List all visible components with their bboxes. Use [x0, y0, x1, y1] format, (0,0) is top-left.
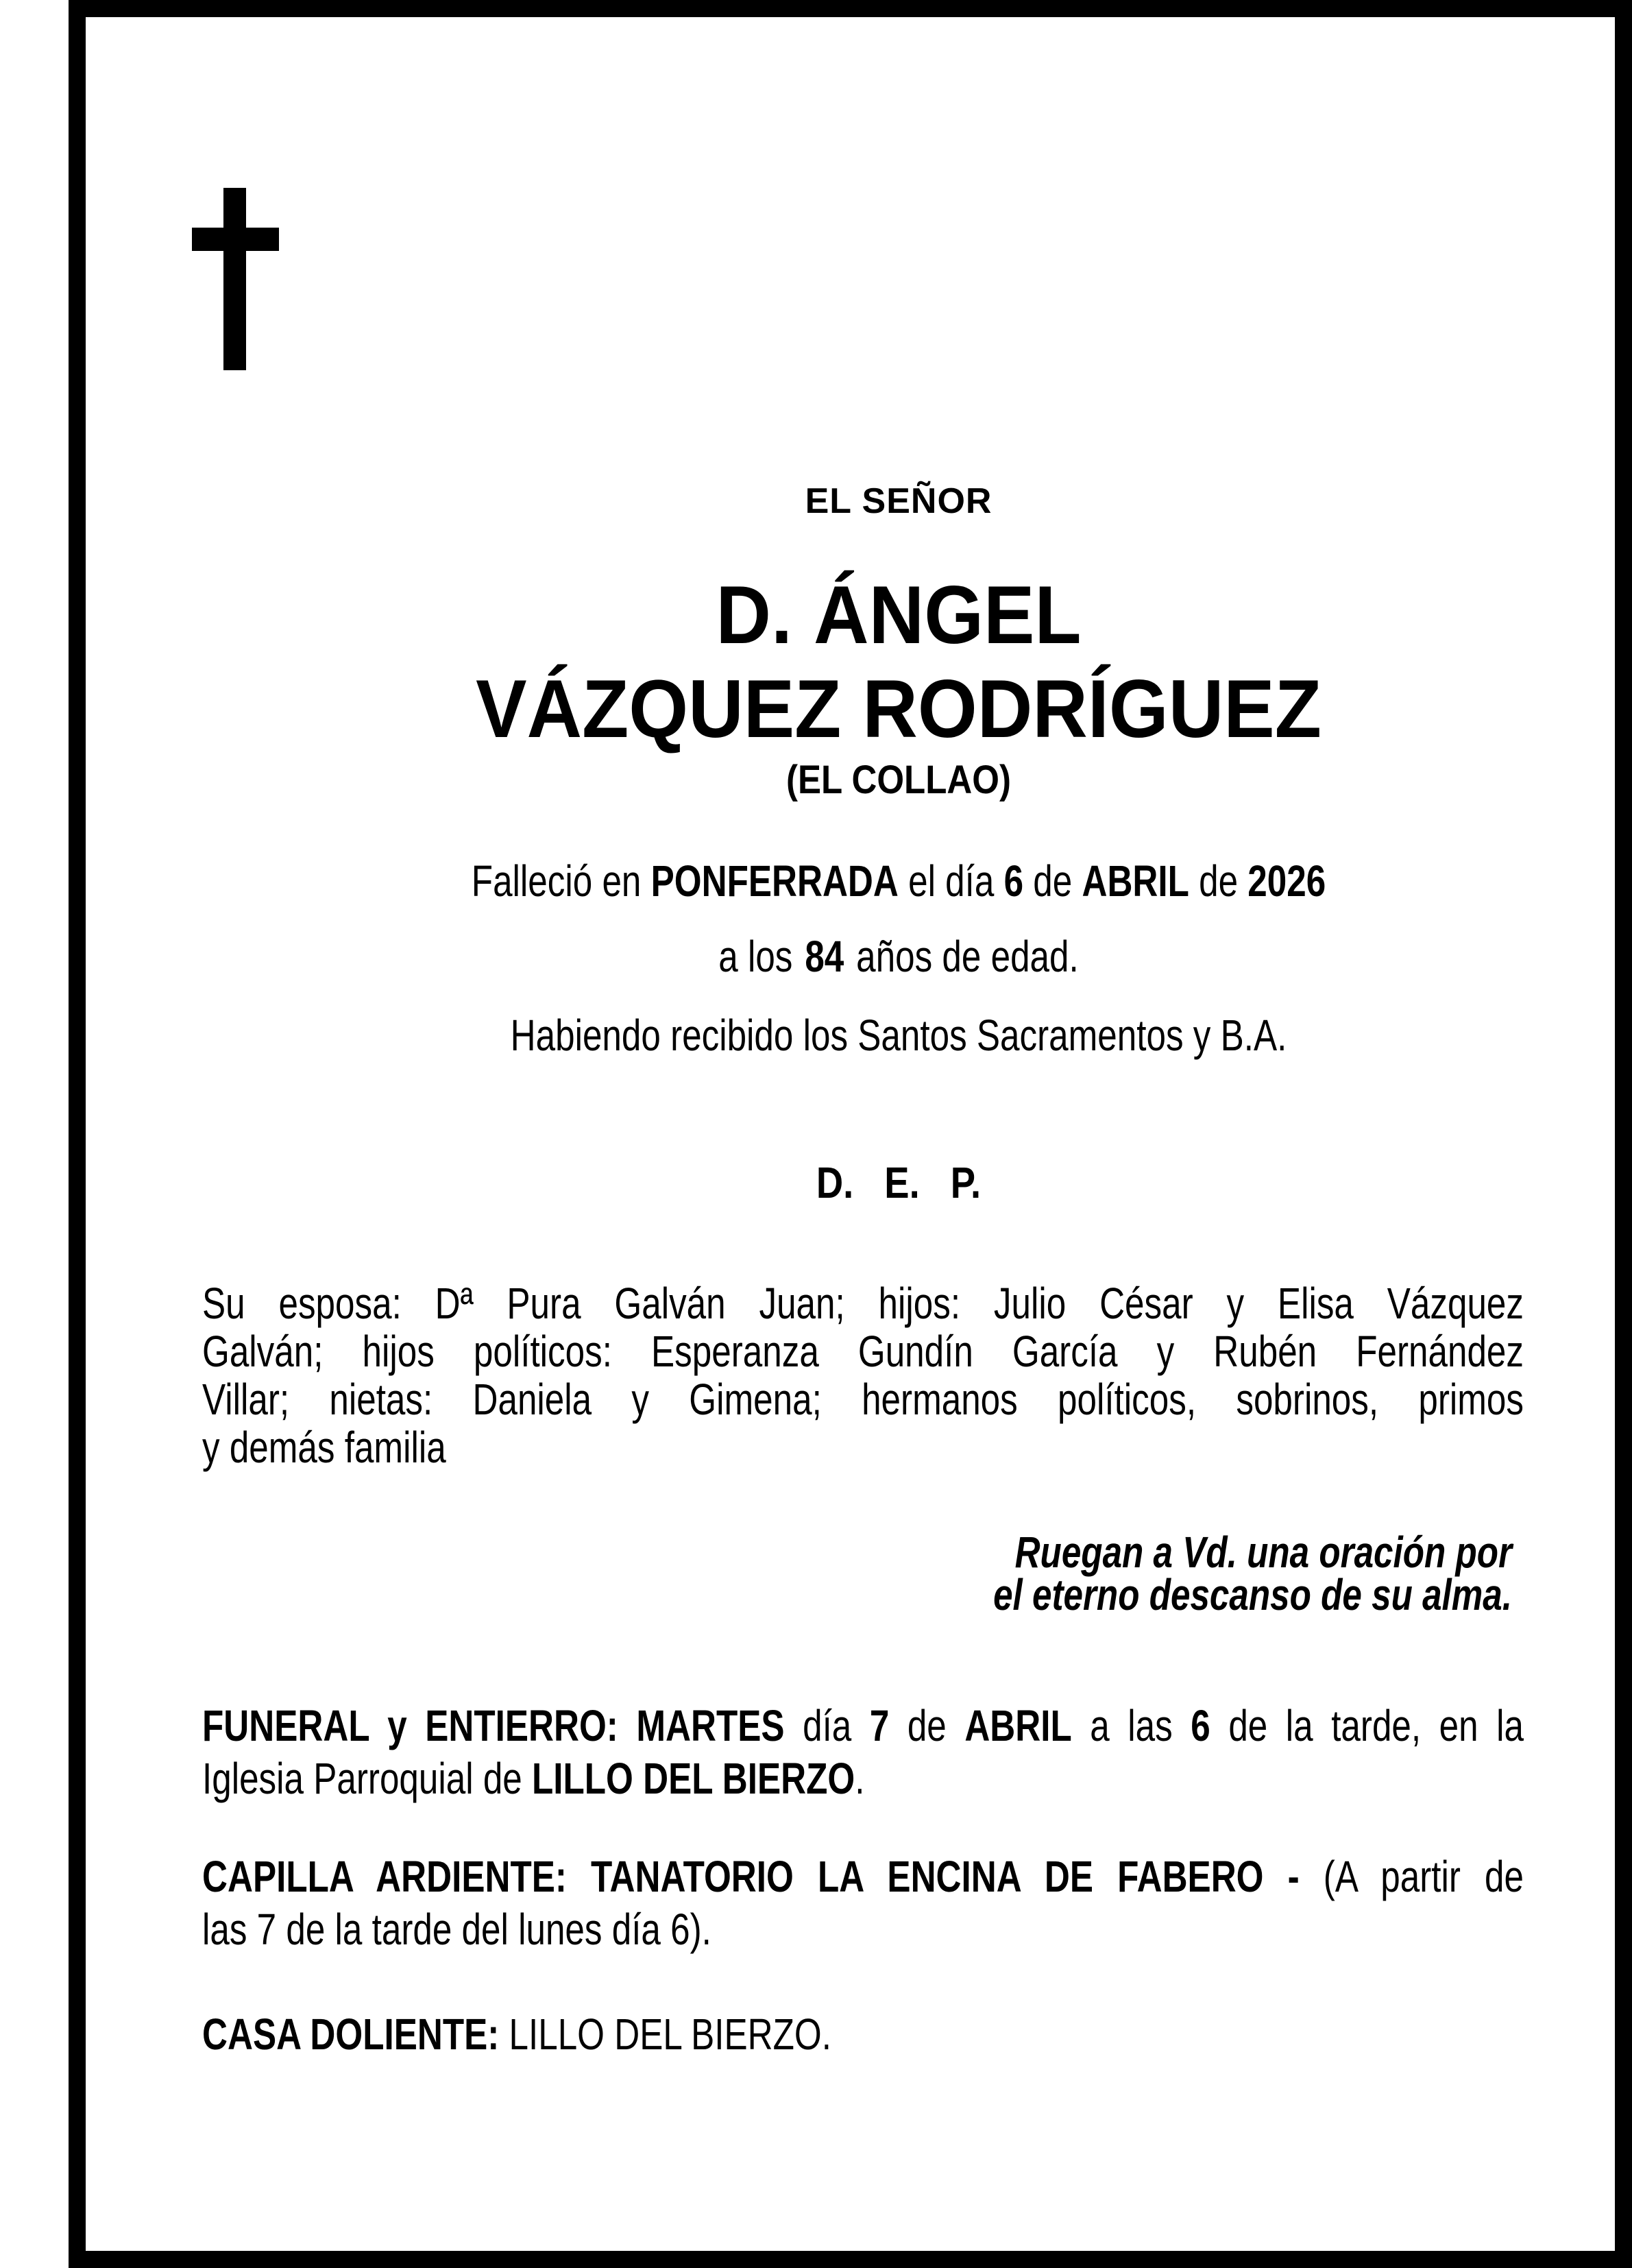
family-paragraph — [202, 1279, 1524, 1471]
dep-abbreviation: D. E. P. — [816, 1158, 982, 1207]
text-line: Galván; hijos políticos: Esperanza Gundín García y Rubén Fernández — [202, 1327, 1524, 1376]
text-line: las 7 de la tarde del lunes día 6). — [202, 1905, 711, 1954]
sacraments-line: Habiendo recibido los Santos Sacramentos y B.A. — [510, 1011, 1287, 1060]
text-line: CAPILLA ARDIENTE: TANATORIO LA ENCINA DE FABERO - (A partir de — [202, 1852, 1524, 1901]
cross-stem — [223, 188, 246, 370]
deceased-name-line1: D. ÁNGEL — [716, 569, 1082, 661]
wake-chapel-notice — [202, 1850, 1524, 1956]
text-line: el eterno descanso de su alma. — [993, 1570, 1512, 1619]
text-line: y demás familia — [202, 1423, 446, 1472]
deceased-alias: (EL COLLAO) — [786, 758, 1011, 802]
prayer-text — [191, 1528, 1512, 1619]
deceased-name-line2: VÁZQUEZ RODRÍGUEZ — [476, 663, 1322, 755]
funeral-notice — [202, 1700, 1524, 1805]
death-place-date-line: Falleció en PONFERRADA el día 6 de ABRIL de 2026 — [471, 856, 1326, 906]
cross-bar — [192, 228, 279, 251]
text-line: Iglesia Parroquial de LILLO DEL BIERZO. — [202, 1754, 865, 1803]
mourning-house-notice: CASA DOLIENTE: LILLO DEL BIERZO. — [202, 2010, 831, 2059]
deceased-name — [63, 568, 1632, 756]
text-line: Villar; nietas: Daniela y Gimena; hermanos políticos, sobrinos, primos — [202, 1375, 1524, 1424]
text-line: Ruegan a Vd. una oración por — [1014, 1528, 1512, 1577]
honorific: EL SEÑOR — [805, 481, 992, 521]
text-line: Su esposa: Dª Pura Galván Juan; hijos: Julio César y Elisa Vázquez — [202, 1279, 1524, 1328]
age-line: a los 84 años de edad. — [718, 932, 1079, 981]
text-line: FUNERAL y ENTIERRO: MARTES día 7 de ABRIL a las 6 de la tarde, en la — [202, 1701, 1524, 1750]
